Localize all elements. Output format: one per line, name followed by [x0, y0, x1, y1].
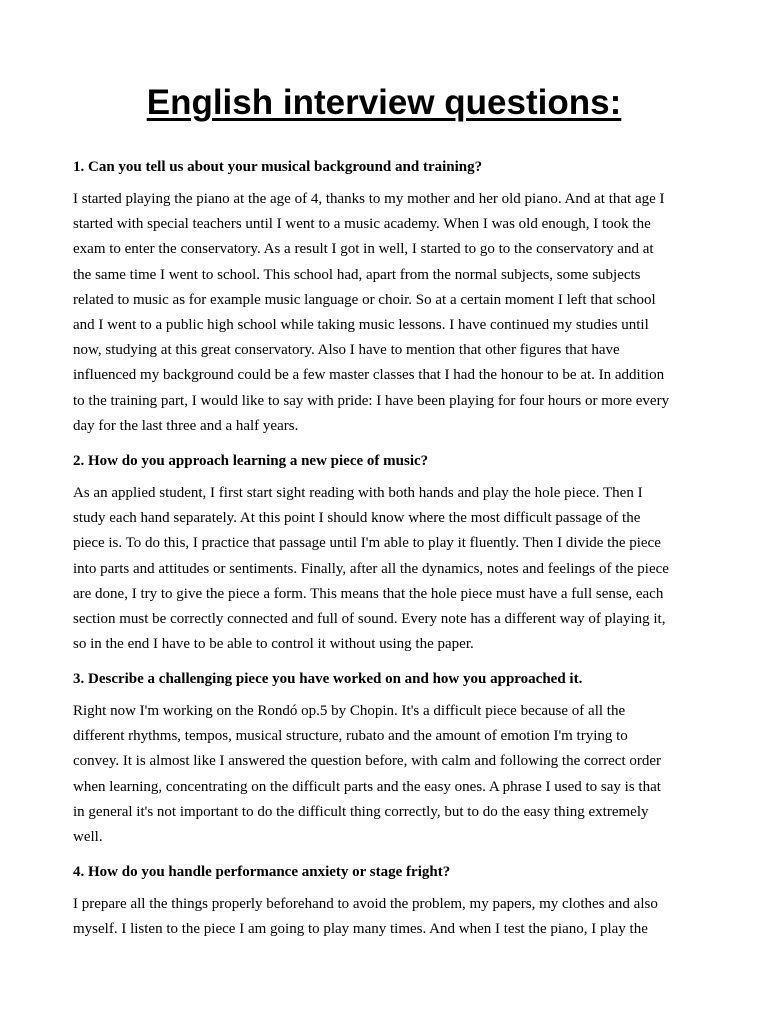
question-2: 2. How do you approach learning a new piece of music?: [73, 453, 429, 469]
answer-line: convey. It is almost like I answered the question before, with calm and following the correct order: [73, 753, 662, 770]
answer-line: different rhythms, tempos, musical structure, rubato and the amount of emotion I'm trying to: [73, 728, 628, 745]
question-1: 1. Can you tell us about your musical background and training?: [73, 159, 483, 175]
answer-line: well.: [73, 829, 103, 846]
section-4: [73, 862, 693, 967]
answer-line: the same time I went to school. This school had, apart from the normal subjects, some subjects: [73, 266, 641, 283]
answer-2: [73, 481, 693, 657]
answer-line: are done, I try to give the piece a form. This means that the hole piece must have a full sense, each: [73, 585, 664, 602]
answer-line: section must be correctly connected and full of sound. Every note has a different way of playing it,: [73, 611, 666, 628]
section-2: [73, 451, 693, 657]
answer-3: [73, 699, 693, 850]
answer-line: now, studying at this great conservatory. Also I have to mention that other figures that have: [73, 342, 620, 359]
answer-line: influenced my background could be a few master classes that I had the honour to be at. In addition: [73, 367, 665, 384]
section-3: [73, 669, 693, 850]
answer-4: [73, 892, 693, 967]
answer-line: study each hand separately. At this point I should know where the most difficult passage of the: [73, 510, 641, 527]
answer-line: in general it's not important to do the difficult thing correctly, but to do the easy thing extremely: [73, 803, 649, 820]
section-1: [73, 157, 693, 439]
answer-line: myself. I listen to the piece I am going to play many times. And when I test the piano, I play the: [73, 921, 648, 938]
question-3: 3. Describe a challenging piece you have worked on and how you approached it.: [73, 671, 583, 687]
answer-line: and I went to a public high school while taking music lessons. I have continued my studies until: [73, 317, 649, 334]
answer-line: piece is. To do this, I practice that passage until I'm able to play it fluently. Then I divide the piece: [73, 535, 661, 552]
answer-line: to the training part, I would like to say with pride: I have been playing for four hours or more every: [73, 392, 670, 409]
answer-line: into parts and attitudes or sentiments. Finally, after all the dynamics, notes and feelings of the piece: [73, 560, 669, 577]
answer-line: exam to enter the conservatory. As a result I got in well, I started to go to the conservatory and at: [73, 241, 654, 258]
answer-line: As an applied student, I first start sight reading with both hands and play the hole piece. Then I: [73, 485, 643, 501]
document-title: English interview questions:: [146, 83, 622, 122]
answer-line: I prepare all the things properly beforehand to avoid the problem, my papers, my clothes and also: [73, 896, 658, 912]
answer-line: I started playing the piano at the age of 4, thanks to my mother and her old piano. And at that age I: [73, 191, 665, 207]
answer-line: so in the end I have to be able to control it without using the paper.: [73, 636, 474, 653]
answer-line: started with special teachers until I went to a music academy. When I was old enough, I took the: [73, 216, 651, 233]
answer-1: [73, 187, 693, 439]
question-4: 4. How do you handle performance anxiety or stage fright?: [73, 864, 451, 880]
answer-line: Right now I'm working on the Rondó op.5 by Chopin. It's a difficult piece because of all the: [73, 703, 626, 719]
answer-line: day for the last three and a half years.: [73, 417, 299, 434]
answer-line: when learning, concentrating on the difficult parts and the easy ones. A phrase I used to say is that: [73, 778, 661, 795]
answer-line: related to music as for example music language or choir. So at a certain moment I left that school: [73, 291, 656, 308]
